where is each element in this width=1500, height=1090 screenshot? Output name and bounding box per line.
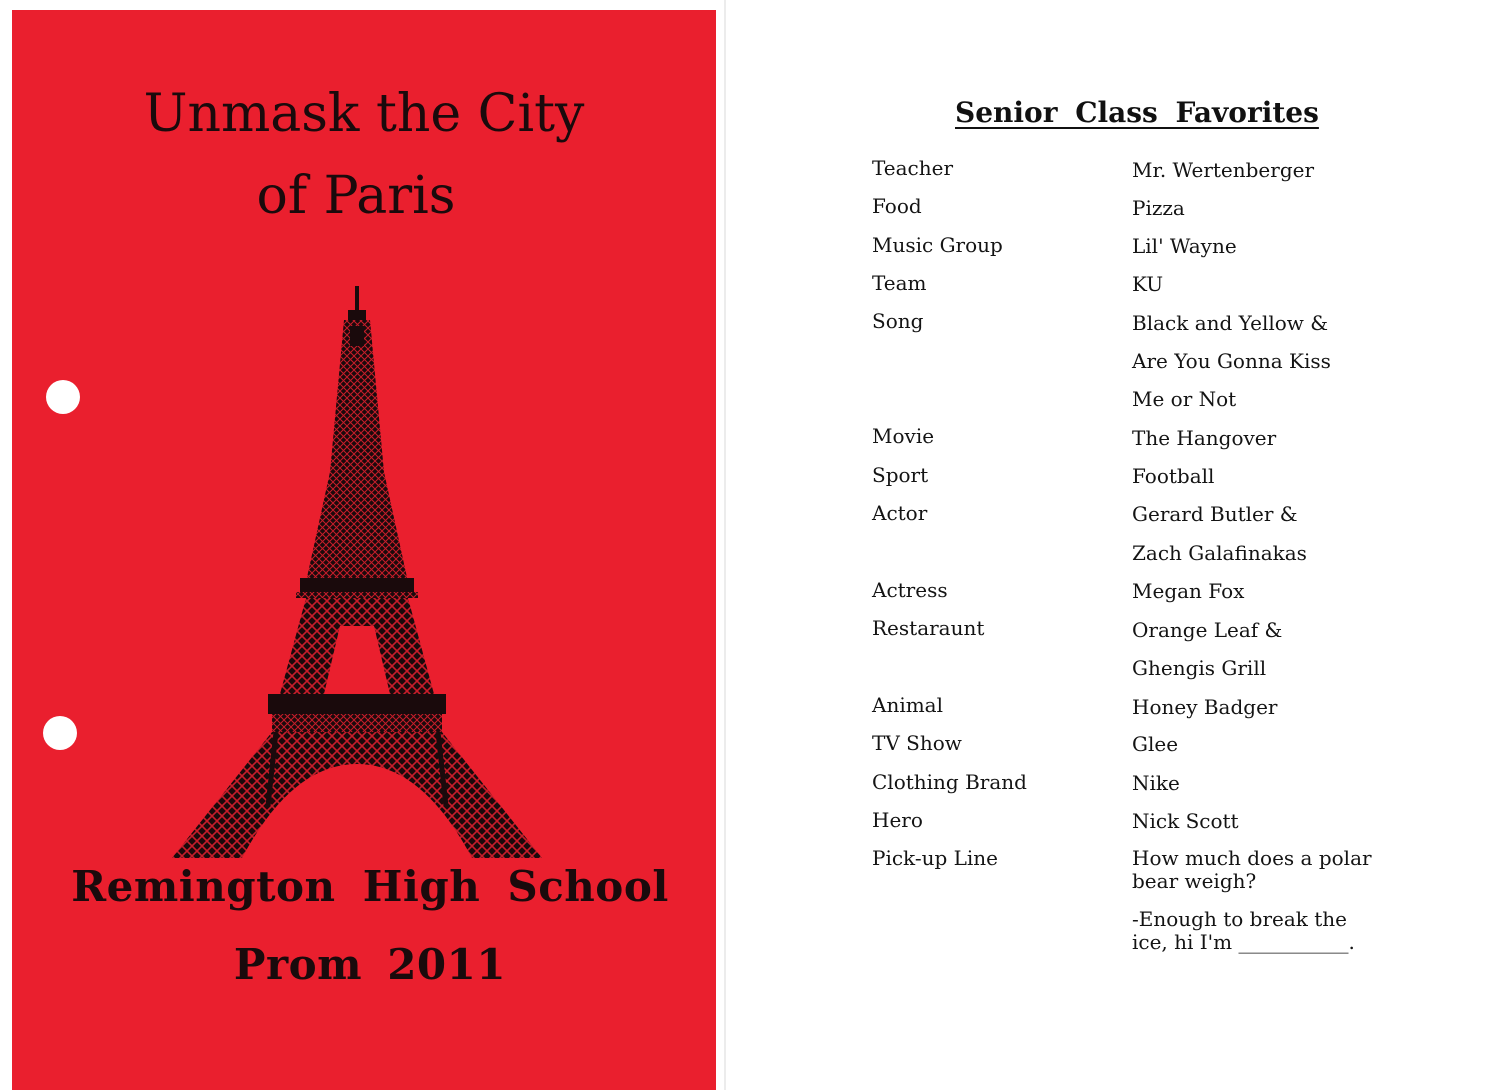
favorite-category: Animal	[872, 693, 944, 717]
favorite-answer: How much does a polar bear weigh?	[1132, 846, 1372, 893]
favorite-answer: Honey Badger	[1132, 695, 1278, 719]
favorite-category: Sport	[872, 463, 929, 487]
favorite-answer: Pizza	[1132, 196, 1185, 220]
page-divider	[724, 0, 726, 1090]
prom-cover-page	[12, 10, 716, 1090]
favorite-category: Movie	[872, 424, 935, 448]
favorite-answer: Black and Yellow &	[1132, 311, 1329, 335]
favorite-answer: Are You Gonna Kiss	[1132, 349, 1331, 373]
school-name: Remington High School	[71, 862, 669, 911]
favorite-answer: The Hangover	[1132, 426, 1277, 450]
favorite-answer: Zach Galafinakas	[1132, 541, 1307, 565]
favorite-answer: KU	[1132, 272, 1164, 296]
favorite-category: Food	[872, 194, 922, 218]
favorite-answer: Glee	[1132, 732, 1179, 756]
cover-title-line-2: of Paris	[256, 166, 456, 226]
punch-hole	[46, 380, 80, 414]
favorite-answer: Football	[1132, 464, 1215, 488]
favorite-category: Restaraunt	[872, 616, 985, 640]
favorite-category: Song	[872, 309, 924, 333]
favorite-answer: Lil' Wayne	[1132, 234, 1237, 258]
favorite-answer: Gerard Butler &	[1132, 502, 1298, 526]
favorite-category: TV Show	[872, 731, 962, 755]
favorite-answer: Ghengis Grill	[1132, 656, 1267, 680]
favorite-answer: Orange Leaf &	[1132, 618, 1283, 642]
favorite-category: Actress	[872, 578, 948, 602]
favorite-category: Teacher	[872, 156, 954, 180]
favorite-answer: Nick Scott	[1132, 809, 1239, 833]
favorite-answer: Me or Not	[1132, 387, 1237, 411]
favorite-answer: Nike	[1132, 771, 1180, 795]
favorite-category: Team	[872, 271, 927, 295]
punch-hole	[43, 716, 77, 750]
prom-year: Prom 2011	[233, 940, 507, 989]
eiffel-tower-icon	[172, 286, 542, 858]
favorite-category: Actor	[872, 501, 928, 525]
favorite-category: Hero	[872, 808, 923, 832]
favorite-answer: Megan Fox	[1132, 579, 1245, 603]
favorite-category: Pick-up Line	[872, 846, 999, 870]
favorite-answer: Mr. Wertenberger	[1132, 158, 1315, 182]
favorites-title: Senior Class Favorites	[955, 96, 1319, 129]
favorite-category: Clothing Brand	[872, 770, 1027, 794]
favorite-answer: -Enough to break the ice, hi I'm ___________.	[1132, 907, 1355, 954]
cover-title-line-1: Unmask the City	[143, 84, 585, 144]
favorite-category: Music Group	[872, 233, 1003, 257]
